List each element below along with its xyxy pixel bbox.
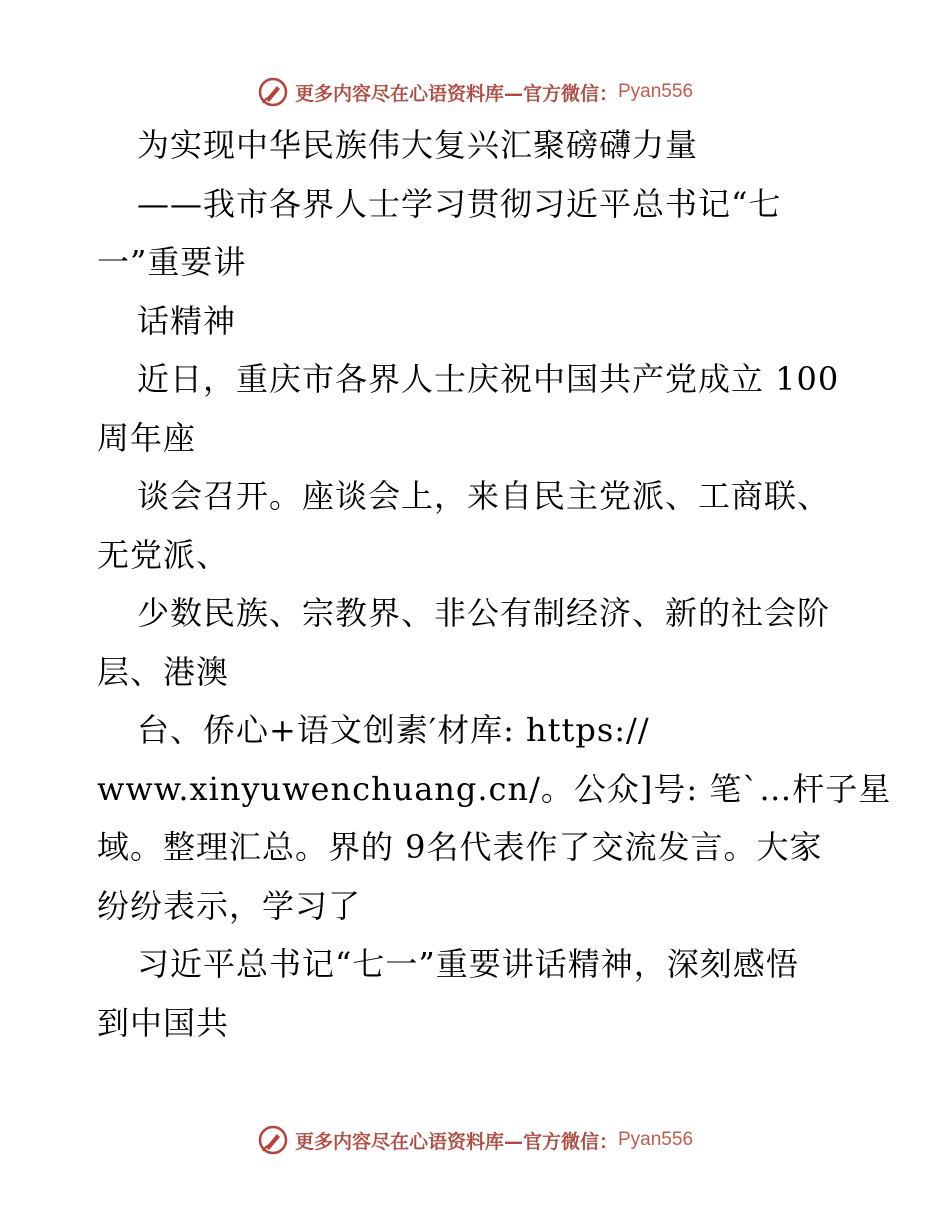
header-wechat-id: Pyan556 [618, 81, 694, 102]
text-line: 纷纷表示，学习了 [97, 886, 362, 925]
header-banner [0, 72, 950, 112]
text-line: 无党派、 [97, 535, 230, 574]
footer-banner-text: 更多内容尽在心语资料库—官方微信： [294, 1130, 618, 1153]
title-line: 为实现中华民族伟大复兴汇聚磅礴力量 [137, 126, 699, 164]
text-line: 少数民族、宗教界、非公有制经济、新的社会阶 [137, 594, 831, 632]
subtitle-line-continued: 一”重要讲 [97, 243, 247, 281]
text-line: 谈会召开。座谈会上，来自民主党派、工商联、 [137, 477, 831, 515]
footer-wechat-id: Pyan556 [618, 1129, 694, 1150]
text-line: 台、侨心+语文创素′材库: https:// [137, 711, 650, 749]
text-line: www.xinyuwenchuang.cn/。公众]号: 笔`…杆子星 [97, 769, 892, 808]
text-line: 近日，重庆市各界人士庆祝中国共产党成立 100 [137, 360, 840, 398]
text-line: 域。整理汇总。界的 9名代表作了交流发言。大家 [97, 828, 823, 866]
text-line: 话精神 [137, 301, 237, 340]
footer-banner [0, 1120, 950, 1160]
text-line: 到中国共 [97, 1003, 230, 1042]
document-body [97, 116, 892, 1052]
header-banner-text: 更多内容尽在心语资料库—官方微信： [294, 82, 618, 105]
pen-logo-icon [257, 76, 289, 108]
subtitle-line: ——我市各界人士学习贯彻习近平总书记“七 [137, 184, 782, 223]
text-line: 习近平总书记“七一”重要讲话精神，深刻感悟 [137, 945, 799, 983]
text-line: 周年座 [97, 418, 197, 457]
text-line: 层、港澳 [97, 652, 230, 691]
pen-logo-icon [257, 1124, 289, 1156]
